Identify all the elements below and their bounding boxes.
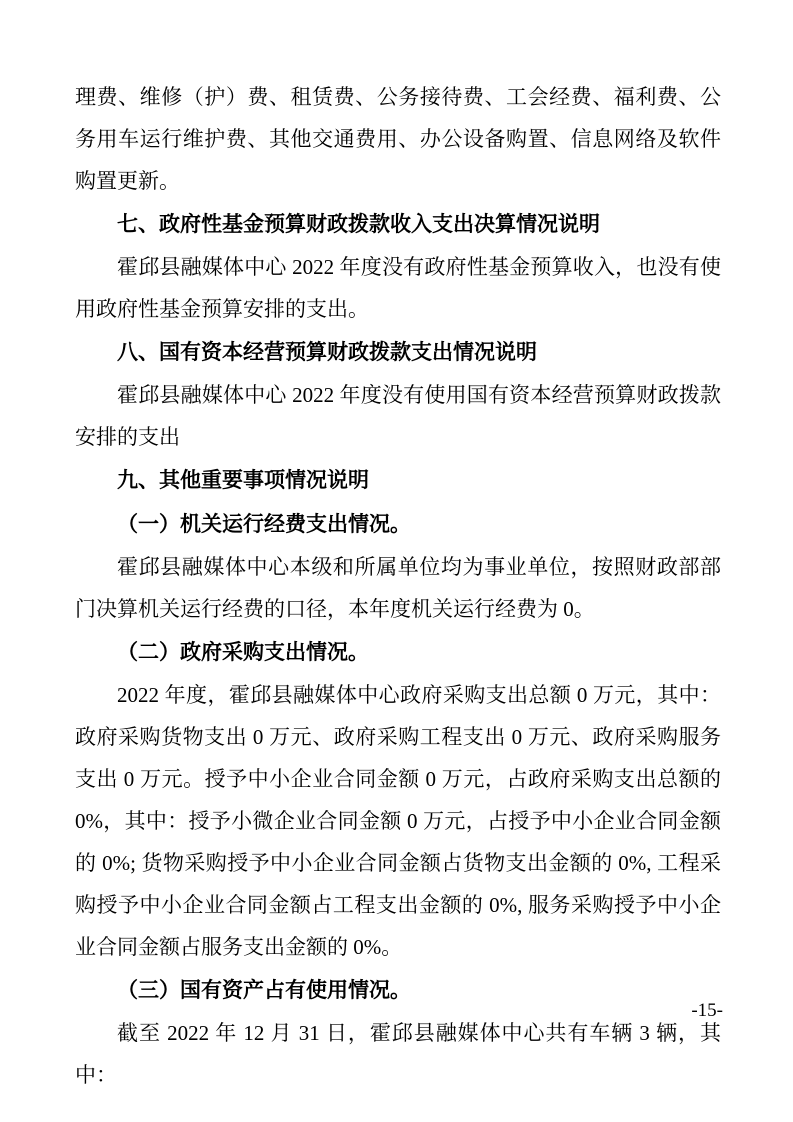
page-number: -15- (691, 1000, 723, 1021)
subsection-3-heading: （三）国有资产占有使用情况。 (117, 979, 411, 1002)
section-9-heading: 九、其他重要事项情况说明 (117, 469, 369, 492)
subsection-3-paragraph: 截至 2022 年 12 月 31 日，霍邱县融媒体中心共有车辆 3 辆，其中： (75, 1021, 721, 1087)
subsection-1-heading: （一）机关运行经费支出情况。 (117, 513, 411, 536)
section-7-paragraph: 霍邱县融媒体中心 2022 年度没有政府性基金预算收入，也没有使用政府性基金预算安排的支出。 (75, 255, 721, 321)
section-8-paragraph: 霍邱县融媒体中心 2022 年度没有使用国有资本经营预算财政拨款安排的支出 (75, 383, 721, 449)
section-8-heading: 八、国有资本经营预算财政拨款支出情况说明 (117, 341, 537, 364)
paragraph-continuation: 理费、维修（护）费、租赁费、公务接待费、工会经费、福利费、公务用车运行维护费、其他交通费用、办公设备购置、信息网络及软件购置更新。 (75, 85, 721, 193)
section-7-heading: 七、政府性基金预算财政拨款收入支出决算情况说明 (117, 213, 600, 236)
subsection-2-heading: （二）政府采购支出情况。 (117, 641, 369, 664)
subsection-1-paragraph: 霍邱县融媒体中心本级和所属单位均为事业单位，按照财政部部门决算机关运行经费的口径，本年度机关运行经费为 0。 (75, 555, 721, 621)
subsection-2-paragraph: 2022 年度，霍邱县融媒体中心政府采购支出总额 0 万元，其中：政府采购货物支出 0 万元、政府采购工程支出 0 万元、政府采购服务支出 0 万元。授予中小企业合同金额 0 万元，占政府采购支出总额的 0%，其中：授予小微企业合同金额 0 万元，占授予中小企业合同金额的 0%; 货物采购授予中小企业合同金额占货物支出金额的 0%, 工程采购授予中小企业合同金额占工程支出金额的 0%, 服务采购授予中小企业合同金额占服务支出金额的 0%。 (75, 683, 721, 959)
